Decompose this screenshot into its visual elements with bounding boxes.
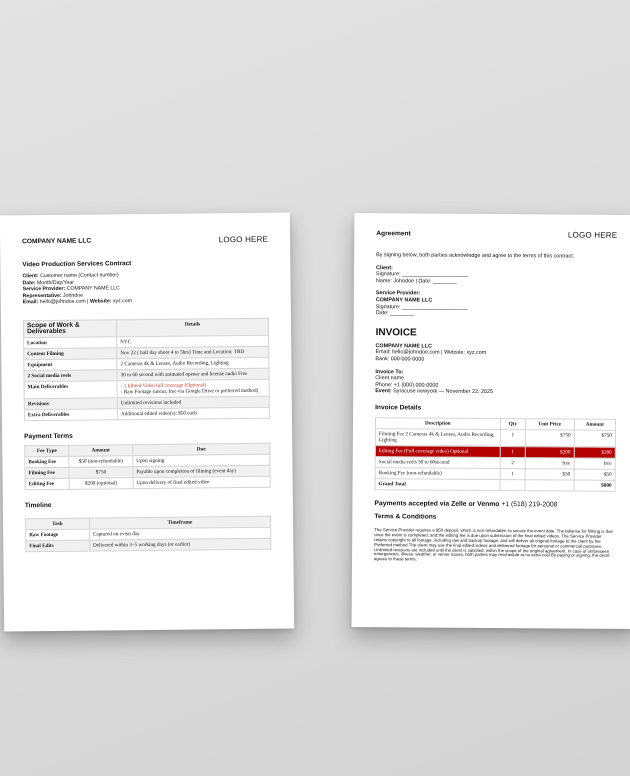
contract-info: Client: Customer name (Contact number) Date: Month/Day/Year Service Provider: COMPANY NAME LLC Representative: Johndoe Email: hello@johndoe.com | Website: xyz.com [22,272,132,306]
scope-value: 2 Cameras 4k & Lenses, Audio Recording, Lighting [117,357,269,370]
scope-value: Unlimited revisions included [117,396,269,409]
scope-label: Revisions [24,397,117,409]
provider-value: COMPANY NAME LLC [66,285,120,292]
payment-row-editing [25,476,270,490]
terms-title: Terms & Conditions [374,513,437,521]
timeframe: Delivered within 3–5 working days (or earlier) [89,538,270,551]
fee-amount: $750 [69,466,133,478]
scope-title: Scope of Work & Deliverables [26,321,80,335]
fee-due: Payable upon completion of filming (event day) [133,465,270,477]
payments-label: Payments accepted via Zelle or Venmo [374,500,500,508]
fee-due: Upon delivery of final edited video [133,476,270,488]
timeline-row-final [26,538,271,552]
line-unit-price: $750 [525,430,574,447]
invoice-row-filming [375,429,615,448]
task: Raw Footage [26,529,90,541]
line-qty: 1 [500,429,525,446]
contract-title: Video Production Services Contract [22,260,132,269]
scope-label: Location [24,336,117,348]
line-amount: free [574,458,615,469]
payments-number: +1 (518) 219-2008 [501,500,558,509]
line-unit-price: free [525,458,574,469]
scope-value: NYC [117,335,269,348]
col-header: Timeframe [89,516,270,529]
scope-label: Extra Deliverables [24,408,117,420]
line-amount: $750 [574,430,615,447]
col-header: Description [375,418,500,430]
invoice-details-title: Invoice Details [375,404,422,412]
scope-value: Nov 22 ( half day shoot 4 to 5hrs) Time and Location: TBD [117,346,269,359]
client-name-date-line: Name: Johndoe | Date: ________ [375,277,457,285]
provider-date-line: Date: ________ [375,310,415,317]
timeline-title: Timeline [24,501,52,509]
contract-header [22,235,268,247]
col-header: Unit Price [525,419,574,430]
line-amount: $50 [574,469,615,480]
company-name: COMPANY NAME LLC [22,237,92,246]
client-label: Client: [22,273,39,280]
line-qty: 1 [500,446,525,457]
invoice-email-line: Email: hello@johndoe.com | Website: xyz.com [375,349,487,357]
provider-label: Service Provider: [22,285,66,293]
timeframe: Captured on event day [89,527,270,540]
fee-amount: $50 (non-refundable) [69,455,133,467]
invoice-grand-total-row [375,479,615,492]
agreement-title: Agreement [376,230,411,238]
line-unit-price: $50 [525,469,574,480]
scope-value [117,379,269,398]
event-label: Event: [375,388,392,395]
fee-amount: $200 (optional) [69,477,133,489]
provider-label: Service Provider: [375,290,421,297]
client-label: Client: [376,264,393,271]
scope-label: Content Filming [24,347,117,359]
invoice-client: Client name [375,375,405,382]
grand-total-label: Grand Total [375,479,500,491]
website-value: xyz.com [112,298,132,305]
fee-due: Upon signing [133,454,270,466]
col-header: Due [133,443,270,455]
col-header: Task [26,518,90,530]
line-unit-price: $200 [525,447,574,458]
timeline-table [25,515,271,552]
provider-signature-line: Signature: ______________________ [375,303,468,311]
provider-name: COMPANY NAME LLC [375,297,433,304]
provider-signature-block [376,291,617,319]
raw-footage-deliverable: - Raw Footage (uncut, free via Google Drive or preferred method) [120,387,259,395]
col-header: Fee Type [25,445,69,456]
logo-placeholder: LOGO HERE [567,230,618,240]
logo-placeholder: LOGO HERE [218,234,269,245]
client-signature-block [376,265,617,286]
details-header: Details [117,318,269,337]
invoice-page-header [376,229,617,240]
line-qty: 1 [500,468,525,479]
fee-type: Booking Fee [25,456,69,467]
invoice-title: INVOICE [375,326,417,339]
representative-label: Representative: [22,292,62,299]
line-qty: 2 [500,457,525,468]
invoice-company: COMPANY NAME LLC [375,342,432,350]
task: Final Edits [26,540,90,552]
scope-row-extra-deliverables [24,407,269,421]
payment-table [24,442,270,490]
col-header: Amount [69,444,133,456]
date-label: Date: [22,279,36,286]
invoice-to-label: Invoice To: [375,368,404,375]
client-value: Customer name (Contact number) [40,272,119,280]
line-description: Editing Fee (Full coverage video) Optional [375,446,500,458]
email-label: Email: [22,299,39,306]
col-header: Qty [500,418,525,429]
agreement-intro: By signing below, both parties acknowledge and agree to the terms of this contract. [376,252,575,260]
line-description: Booking Fee (non-refundable) [375,468,500,480]
client-signature-line: Signature: ______________________ [375,271,469,278]
invoice-bank: Bank: 000-000-0000 [375,356,425,363]
event-value: Syracuse newyork — November 22, 2025 [393,388,493,396]
representative-value: Johndoe [63,292,83,299]
invoice-phone: Phone: +1 (000) 000-0000 [375,381,439,389]
fee-type: Filming Fee [25,467,69,478]
optional-deliverable: - 1 Edited Video full coverage (Optional) [120,381,207,389]
invoice-to-block [375,369,616,397]
invoice-table [375,417,617,492]
line-description: Social media reels 30 to 60second [375,457,500,469]
website-label: Website: [89,298,112,305]
scope-label: 2 Social media reels [24,369,117,381]
email-value: hello@johndoe.com [39,298,86,306]
invoice-company-block [375,343,616,364]
payments-accepted [374,500,615,509]
scope-value: 30 to 60 second with animated opener and license audio Free [117,368,269,381]
scope-label: Main Deliverables [24,380,117,398]
scope-value: Additional edited video(s): $50 each [117,407,269,420]
terms-text: The Service Provider requires a $50 deposit, which is non-refundable, to secure the event date. The balance for filming is due once the event is completed, and the editing fee is due upon submission of the final edited videos. The Service Provider retains copyright to all footage, including raw and backup footage, and will deliver all original footage to the client by the Preferred method.The client may use the final edited videos and delivered footage for personal or commercial purposes. Unlimited revisions are included until the client is satisfied, within the scope of the original agreement. In case of unforeseen emergencies, illness, weather, or venue issues, both parties may reschedule at no extra cost.By paying or signing, the client agrees to these terms. [374,527,613,562]
col-header: Amount [574,419,615,430]
line-amount: $200 [574,447,615,458]
invoice-page [352,213,630,629]
scope-label: Equipment [24,358,117,370]
fee-type: Editing Fee [25,478,69,489]
contract-page [0,212,294,631]
grand-total-amount: $800 [574,480,615,491]
scope-table [23,317,270,421]
date-value: Month/Day/Year [36,279,75,286]
payment-terms-title: Payment Terms [24,432,73,440]
line-description: Filming Fee 2 Cameras 4k & Lenses, Audio Recording, Lighting [375,429,500,447]
